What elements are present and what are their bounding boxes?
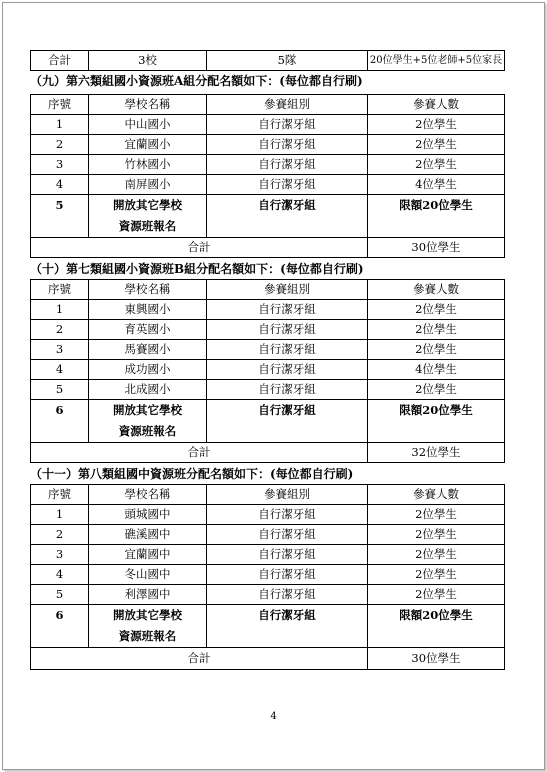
- total-row: [31, 443, 505, 463]
- cell-group: 自行潔牙組: [207, 505, 368, 525]
- table-row: [31, 155, 505, 175]
- cell-count: 限額20位學生: [368, 605, 505, 648]
- cell-group: 自行潔牙組: [207, 135, 368, 155]
- cell-school: 宜蘭國小: [89, 135, 207, 155]
- open-registration-row: [31, 605, 505, 648]
- table-row: [31, 340, 505, 360]
- cell-count: 2位學生: [368, 380, 505, 400]
- header-group: 參賽組別: [207, 485, 368, 505]
- cell-group: 自行潔牙組: [207, 400, 368, 443]
- cell-school: 宜蘭國中: [89, 545, 207, 565]
- cell-school: 馬賽國小: [89, 340, 207, 360]
- cell-school: 東興國小: [89, 300, 207, 320]
- cell-school: 成功國小: [89, 360, 207, 380]
- table-row: [31, 545, 505, 565]
- cell-serial: 6: [31, 605, 89, 648]
- cell-serial: 2: [31, 525, 89, 545]
- cell-count: 2位學生: [368, 300, 505, 320]
- cell-school: 南屏國小: [89, 175, 207, 195]
- cell-school: [89, 605, 207, 648]
- header-count: 參賽人數: [368, 95, 505, 115]
- header-group: 參賽組別: [207, 95, 368, 115]
- table-row: [31, 175, 505, 195]
- open-school-line1: 開放其它學校: [113, 198, 182, 212]
- cell-serial: 2: [31, 320, 89, 340]
- cell-serial: 1: [31, 505, 89, 525]
- header-serial: 序號: [31, 280, 89, 300]
- summary-teams: 5隊: [207, 51, 368, 71]
- allocation-table: [30, 484, 505, 670]
- cell-group: 自行潔牙組: [207, 115, 368, 135]
- open-school-line2: 資源班報名: [118, 219, 177, 233]
- cell-group: 自行潔牙組: [207, 195, 368, 238]
- cell-count: 2位學生: [368, 135, 505, 155]
- total-label: 合計: [31, 443, 368, 463]
- cell-count: 4位學生: [368, 360, 505, 380]
- cell-serial: 6: [31, 400, 89, 443]
- summary-schools: 3校: [89, 51, 207, 71]
- cell-serial: 5: [31, 585, 89, 605]
- total-label: 合計: [31, 238, 368, 258]
- cell-serial: 1: [31, 300, 89, 320]
- cell-count: 2位學生: [368, 525, 505, 545]
- cell-group: 自行潔牙組: [207, 155, 368, 175]
- header-serial: 序號: [31, 485, 89, 505]
- table-header-row: [31, 280, 505, 300]
- cell-count: 限額20位學生: [368, 195, 505, 238]
- cell-group: 自行潔牙組: [207, 360, 368, 380]
- cell-school: 礁溪國中: [89, 525, 207, 545]
- cell-serial: 3: [31, 545, 89, 565]
- cell-school: 育英國小: [89, 320, 207, 340]
- table-row: [31, 115, 505, 135]
- open-school-line2: 資源班報名: [118, 424, 177, 438]
- allocation-table: [30, 279, 505, 463]
- cell-school: 頭城國中: [89, 505, 207, 525]
- summary-people: 20位學生+5位老師+5位家長: [368, 51, 505, 71]
- total-value: 30位學生: [368, 238, 505, 258]
- table-row: [31, 585, 505, 605]
- cell-group: 自行潔牙組: [207, 545, 368, 565]
- cell-count: 2位學生: [368, 505, 505, 525]
- cell-school: 北成國小: [89, 380, 207, 400]
- open-school-line2: 資源班報名: [118, 629, 177, 643]
- cell-count: 限額20位學生: [368, 400, 505, 443]
- cell-serial: 4: [31, 175, 89, 195]
- cell-group: 自行潔牙組: [207, 380, 368, 400]
- cell-group: 自行潔牙組: [207, 605, 368, 648]
- allocation-table: [30, 94, 505, 258]
- cell-school: 竹林國小: [89, 155, 207, 175]
- cell-group: 自行潔牙組: [207, 565, 368, 585]
- table-row: [31, 505, 505, 525]
- total-value: 30位學生: [368, 648, 505, 670]
- section-title: （九）第六類組國小資源班A組分配名額如下：(每位都自行刷): [30, 74, 363, 88]
- cell-count: 2位學生: [368, 585, 505, 605]
- header-school: 學校名稱: [89, 280, 207, 300]
- cell-school: [89, 400, 207, 443]
- cell-group: 自行潔牙組: [207, 585, 368, 605]
- cell-serial: 3: [31, 340, 89, 360]
- cell-school: 冬山國中: [89, 565, 207, 585]
- cell-count: 2位學生: [368, 545, 505, 565]
- open-school-line1: 開放其它學校: [113, 403, 182, 417]
- header-school: 學校名稱: [89, 485, 207, 505]
- table-row: [31, 135, 505, 155]
- cell-serial: 5: [31, 380, 89, 400]
- table-header-row: [31, 95, 505, 115]
- cell-school: [89, 195, 207, 238]
- cell-serial: 5: [31, 195, 89, 238]
- summary-label: 合計: [31, 51, 89, 71]
- cell-count: 2位學生: [368, 115, 505, 135]
- cell-count: 2位學生: [368, 320, 505, 340]
- summary-table: [30, 50, 505, 71]
- total-row: [31, 648, 505, 670]
- table-row: [31, 320, 505, 340]
- header-serial: 序號: [31, 95, 89, 115]
- cell-group: 自行潔牙組: [207, 525, 368, 545]
- section-title: （十一）第八類組國中資源班分配名額如下：(每位都自行刷): [30, 467, 354, 481]
- open-registration-row: [31, 195, 505, 238]
- table-row: [31, 565, 505, 585]
- cell-group: 自行潔牙組: [207, 175, 368, 195]
- table-row: [31, 360, 505, 380]
- table-row: [31, 380, 505, 400]
- open-school-line1: 開放其它學校: [113, 608, 182, 622]
- table-row: [31, 525, 505, 545]
- total-label: 合計: [31, 648, 368, 670]
- cell-serial: 2: [31, 135, 89, 155]
- cell-count: 2位學生: [368, 340, 505, 360]
- header-count: 參賽人數: [368, 280, 505, 300]
- cell-serial: 3: [31, 155, 89, 175]
- summary-row: [31, 51, 505, 71]
- cell-group: 自行潔牙組: [207, 340, 368, 360]
- cell-count: 2位學生: [368, 155, 505, 175]
- section-title: （十）第七類組國小資源班B組分配名額如下：(每位都自行刷): [30, 262, 364, 276]
- table-header-row: [31, 485, 505, 505]
- cell-serial: 4: [31, 565, 89, 585]
- open-registration-row: [31, 400, 505, 443]
- cell-serial: 4: [31, 360, 89, 380]
- table-row: [31, 300, 505, 320]
- header-count: 參賽人數: [368, 485, 505, 505]
- cell-serial: 1: [31, 115, 89, 135]
- page-number: 4: [270, 711, 277, 722]
- cell-count: 4位學生: [368, 175, 505, 195]
- cell-school: 中山國小: [89, 115, 207, 135]
- total-value: 32位學生: [368, 443, 505, 463]
- cell-count: 2位學生: [368, 565, 505, 585]
- cell-group: 自行潔牙組: [207, 300, 368, 320]
- header-group: 參賽組別: [207, 280, 368, 300]
- header-school: 學校名稱: [89, 95, 207, 115]
- cell-group: 自行潔牙組: [207, 320, 368, 340]
- cell-school: 利澤國中: [89, 585, 207, 605]
- total-row: [31, 238, 505, 258]
